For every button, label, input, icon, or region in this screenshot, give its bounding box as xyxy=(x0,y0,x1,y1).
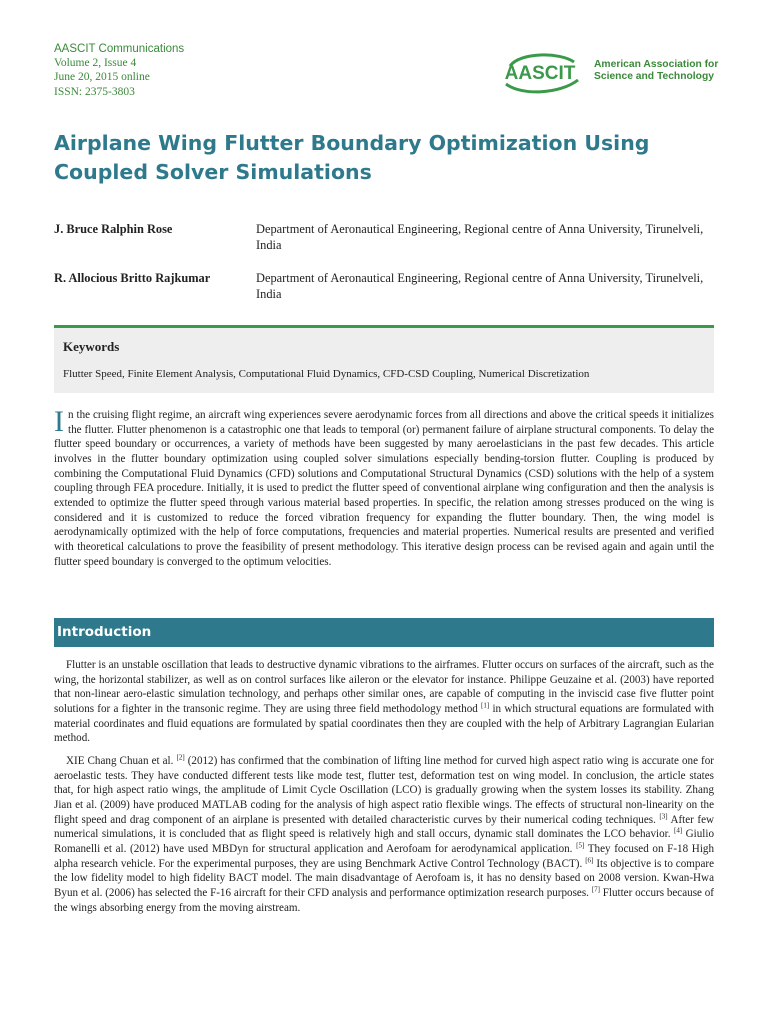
paragraph-text: XIE Chang Chuan et al. xyxy=(66,755,177,767)
org-name xyxy=(594,59,718,84)
keywords-box xyxy=(54,325,714,393)
paragraph-text: Flutter is an unstable oscillation that leads to destructive dynamic vibrations to the airframes. Flutter occurs on surfaces of the aircraft, such as the wing, the horizontal stabilizer, as well as on control surfaces like aileron or the elevator for instance. Philippe Geuzaine et al. (2003) have reported that non-linear aero-elastic simulation technology, and perhaps other similar ones, are capable of computing in the inviscid case five flutter point solutions for a fighter in the transonic regime. They are using three field methodology method xyxy=(54,659,714,715)
citation-ref: [3] xyxy=(659,811,668,820)
section-heading-bar xyxy=(54,618,714,647)
citation-ref: [7] xyxy=(591,885,600,894)
org-name-line2: Science and Technology xyxy=(594,71,714,83)
aascit-logo xyxy=(498,50,582,94)
paragraph-text: in which structural equations are formulated with material coordinates and fluid equations are formulated by spatial coordinates then they are coupled with the help of Arbitrary Lagrangian Eularian method. xyxy=(54,702,714,745)
author-affiliation: Department of Aeronautical Engineering, Regional centre of Anna University, Tirunelveli, India xyxy=(256,271,704,301)
journal-name: AASCIT Communications xyxy=(54,43,185,55)
logo-text: AASCIT xyxy=(504,63,576,84)
body-paragraph xyxy=(54,658,714,746)
paragraph-text: They focused on F-18 High alpha research vehicle. For the experimental purposes, they are using Benchmark Active Control Technology (BACT). xyxy=(54,842,714,870)
citation-ref: [2] xyxy=(176,753,185,762)
keywords-title: Keywords xyxy=(63,339,120,354)
keywords-text: Flutter Speed, Finite Element Analysis, Computational Fluid Dynamics, CFD-CSD Coupling, Numerical Discretization xyxy=(63,368,590,380)
paragraph-text: Flutter occurs because of the wings absorbing energy from the moving airstream. xyxy=(54,886,714,914)
journal-issn: ISSN: 2375-3803 xyxy=(54,85,135,98)
citation-ref: [6] xyxy=(585,855,594,864)
paper-title: Airplane Wing Flutter Boundary Optimization Using Coupled Solver Simulations xyxy=(54,131,650,184)
paragraph-text: Giulio Romanelli et al. (2012) have used MBDyn for structural application and Aerofoam for aerodynamical application. xyxy=(54,828,714,855)
section-title: Introduction xyxy=(57,624,152,640)
paragraph-text: After few numerical simulations, it is concluded that as flight speed is relatively high and stall occurs, dynamic stall dominates the LCO behavior. xyxy=(54,813,714,841)
paragraph-text: (2012) has confirmed that the combination of lifting line method for curved high aspect ratio wing is accurate one for aeroelastic tests. They have conducted different tests like mode test, flutter test, deformation test on wing model. In conclusion, the article states that, for high aspect ratio wings, the amplitude of Limit Cycle Oscillation (LCO) is gradually growing when the system losses its stability. Zhang Jian et al. (2009) have produced MATLAB coding for the analysis of high aspect ratio flexible wings. The effects of structural non-linearity on the flight speed and drag component of an airplane is presented with detailed characteristic curves by their numerical coding techniques. xyxy=(54,755,714,826)
body-paragraph xyxy=(54,754,714,915)
abstract xyxy=(54,405,714,569)
abstract-text: n the cruising flight regime, an aircraft wing experiences severe aerodynamic forces from all directions and above the critical speeds it initializes the flutter. Flutter phenomenon is a catastrophic one that leads to temporal (or) permanent failure of airplane structural components. To delay the flutter speed boundary or occurrences, a variety of methods have been suggested by many aeroelasticians in the past few decades. This article involves in the flutter boundary optimization using coupled solver simulations especially bending-torsion flutter. Coupling is produced by combining the Computational Fluid Dynamics (CFD) solutions and Computational Structural Dynamics (CSD) solutions with the help of a system coupling through FEA procedure. Initially, it is used to predict the flutter speed of conventional airplane wing configuration and then the analysis is extended to optimize the flutter speed through various material based properties. In specific, the relation among stresses produced on the wing is considered and it is customized to reduce the forced vibration frequency for expanding the flutter boundary. Then, the wing model is aerodynamically optimized with the help of force computations, frequencies and material properties. Numerical results are presented and verified with theoretical calculations to prove the feasibility of present methodology. This iterative design process can be revised again and again until the flutter speed boundary is converged to the optimum velocities. xyxy=(54,409,714,568)
journal-date: June 20, 2015 online xyxy=(54,71,150,84)
journal-volume: Volume 2, Issue 4 xyxy=(54,57,137,70)
journal-info xyxy=(54,42,184,99)
citation-ref: [5] xyxy=(576,841,585,850)
author-name: R. Allocious Britto Rajkumar xyxy=(54,271,211,285)
author-affiliation: Department of Aeronautical Engineering, Regional centre of Anna University, Tirunelveli, India xyxy=(256,222,704,252)
citation-ref: [1] xyxy=(481,701,490,710)
abstract-dropcap: I xyxy=(54,405,64,438)
author-name: J. Bruce Ralphin Rose xyxy=(54,222,173,236)
paragraph-text: Its objective is to compare the low fidelity model to high fidelity BACT model. The main disadvantage of Aerofoam is, it has no density based on 2008 version. Kwan-Hwa Byun et al. (2006) has selected the F-16 aircraft for their CFD analysis and performance optimization research purposes. xyxy=(54,857,714,899)
org-name-line1: American Association for xyxy=(594,59,719,70)
citation-ref: [4] xyxy=(673,826,683,835)
